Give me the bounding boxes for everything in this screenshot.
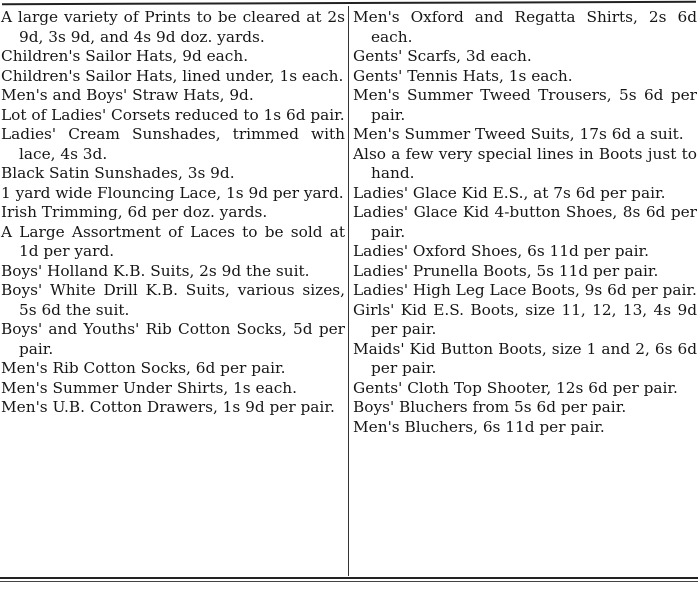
list-item: Girls' Kid E.S. Boots, size 11, 12, 13, 4s 9d per pair.	[353, 300, 697, 338]
list-item: Men's and Boys' Straw Hats, 9d.	[1, 86, 254, 104]
list-item: Men's Rib Cotton Socks, 6d per pair.	[1, 359, 286, 377]
list-item: Men's U.B. Cotton Drawers, 1s 9d per pair.	[1, 398, 335, 416]
list-item: Gents' Scarfs, 3d each.	[353, 47, 532, 65]
bottom-rule-thin	[0, 581, 698, 582]
column-divider	[348, 6, 349, 576]
left-column	[1, 8, 345, 418]
list-item: Children's Sailor Hats, 9d each.	[1, 47, 249, 65]
list-item: 1 yard wide Flouncing Lace, 1s 9d per yard.	[1, 183, 344, 202]
list-item: Men's Summer Tweed Trousers, 5s 6d per pair.	[353, 86, 697, 124]
list-item: Ladies' Prunella Boots, 5s 11d per pair.	[353, 261, 659, 280]
list-item: Lot of Ladies' Corsets reduced to 1s 6d pair.	[1, 105, 345, 124]
list-item: Also a few very special lines in Boots just to hand.	[353, 144, 697, 182]
list-item: Boys' Bluchers from 5s 6d per pair.	[353, 398, 627, 416]
list-item: Children's Sailor Hats, lined under, 1s each.	[1, 66, 344, 85]
list-item: Ladies' High Leg Lace Boots, 9s 6d per pair.	[353, 281, 697, 299]
list-item: Men's Summer Under Shirts, 1s each.	[1, 378, 297, 397]
list-item: Men's Oxford and Regatta Shirts, 2s 6d each.	[353, 8, 697, 46]
list-item: Ladies' Cream Sunshades, trimmed with lace, 4s 3d.	[1, 125, 345, 163]
list-item: Maids' Kid Button Boots, size 1 and 2, 6s 6d per pair.	[353, 339, 697, 377]
right-column	[353, 8, 697, 437]
list-item: Boys' Holland K.B. Suits, 2s 9d the suit.	[1, 261, 310, 280]
top-rule	[2, 1, 696, 5]
list-item: Ladies' Glace Kid 4-button Shoes, 8s 6d per pair.	[353, 203, 697, 241]
list-item: Men's Summer Tweed Suits, 17s 6d a suit.	[353, 125, 684, 143]
list-item: Black Satin Sunshades, 3s 9d.	[1, 164, 235, 182]
bottom-rule	[0, 577, 698, 579]
list-item: A large variety of Prints to be cleared at 2s 9d, 3s 9d, and 4s 9d doz. yards.	[1, 8, 345, 46]
list-item: Ladies' Glace Kid E.S., at 7s 6d per pair.	[353, 183, 666, 202]
list-item: Men's Bluchers, 6s 11d per pair.	[353, 417, 605, 436]
list-item: Gents' Tennis Hats, 1s each.	[353, 66, 573, 85]
list-item: A Large Assortment of Laces to be sold at 1d per yard.	[1, 222, 345, 260]
list-item: Ladies' Oxford Shoes, 6s 11d per pair.	[353, 242, 649, 260]
list-item: Gents' Cloth Top Shooter, 12s 6d per pair.	[353, 378, 678, 397]
list-item: Boys' and Youths' Rib Cotton Socks, 5d per pair.	[1, 320, 345, 358]
list-item: Boys' White Drill K.B. Suits, various sizes, 5s 6d the suit.	[1, 281, 345, 319]
list-item: Irish Trimming, 6d per doz. yards.	[1, 203, 268, 221]
